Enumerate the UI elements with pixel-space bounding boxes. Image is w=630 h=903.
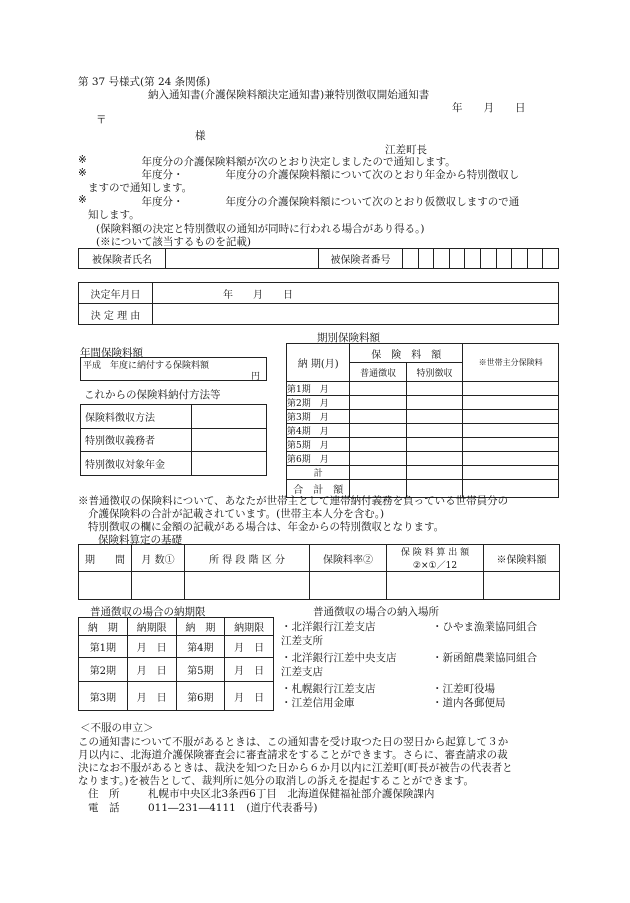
form-number: 第 37 号様式(第 24 条関係)	[78, 76, 211, 88]
deadline-cell: 第4期	[176, 636, 225, 658]
footnote-1b: 介護保険料の合計が記載されています。(世帯主本人分を含む。)	[88, 508, 385, 520]
place-item: ・北洋銀行江差支店	[281, 621, 376, 633]
deadline-cell: 第1期	[79, 636, 128, 658]
place-item: ・江差信用金庫	[281, 697, 355, 709]
period-row-label: 第3期 月	[287, 410, 350, 424]
deadline-header: 納 期	[176, 618, 225, 636]
places-heading: 普通徴収の場合の納入場所	[313, 606, 439, 618]
period-row-label: 第1期 月	[287, 382, 350, 396]
appeal-line: 月以内に、北海道介護保険審査会に審査請求をすることができます。さらに、審査請求の裁	[78, 749, 508, 761]
method-row-label: 特別徴収対象年金	[81, 452, 192, 476]
recipient-suffix: 様	[195, 130, 206, 142]
deadline-cell: 月 日	[127, 682, 176, 711]
insured-number-digit[interactable]	[449, 249, 465, 269]
method-heading: これからの保険料納付方法等	[84, 389, 221, 401]
basis-header-calc: 保 険 料 算 出 額	[400, 548, 470, 558]
method-table	[80, 404, 267, 476]
basis-header: 月 数①	[132, 545, 185, 572]
notice-cont-3: 知します。	[88, 209, 140, 221]
place-item: 江差支店	[281, 666, 323, 678]
appeal-line: この通知書について不服があるときは、この通知書を受け取つた日の翌日から起算して３か	[78, 736, 509, 748]
method-row-value[interactable]	[192, 428, 267, 452]
method-row-value[interactable]	[192, 452, 267, 476]
basis-heading: 保険料算定の基礎	[98, 534, 182, 546]
household-col-label: ※世帯主分保険料	[463, 344, 559, 382]
deadline-header: 納期限	[127, 618, 176, 636]
annual-heading: 年間保険料額	[80, 347, 143, 359]
annual-unit: 円	[251, 372, 261, 382]
notice-mark-1: ※	[78, 154, 87, 166]
postal-mark: 〒	[96, 114, 107, 126]
basis-header: 期 間	[79, 545, 132, 572]
phone-label: 電 話	[88, 802, 120, 814]
insured-number-digit[interactable]	[543, 249, 559, 269]
deadline-cell: 月 日	[225, 682, 274, 711]
insured-number-digit[interactable]	[480, 249, 496, 269]
insured-number-digit[interactable]	[465, 249, 481, 269]
deadline-cell: 第6期	[176, 682, 225, 711]
deadline-cell: 月 日	[225, 636, 274, 658]
period-heading: 期別保険料額	[317, 332, 380, 344]
deadline-cell: 第3期	[79, 682, 128, 711]
address-value: 札幌市中央区北3条西6丁目 北海道保健福祉部介護保険課内	[148, 788, 435, 800]
decision-reason-label: 決 定 理 由	[79, 304, 153, 325]
deadline-cell: 第5期	[176, 658, 225, 682]
insured-number-digit[interactable]	[434, 249, 450, 269]
period-table	[286, 343, 559, 498]
deadline-cell: 第2期	[79, 658, 128, 682]
notice-cont-2: ますので通知します。	[88, 182, 193, 194]
decision-date-label: 決定年月日	[79, 283, 153, 304]
annual-line: 平成 年度に納付する保険料額	[83, 361, 210, 371]
period-row-label: 第6期 月	[287, 452, 350, 466]
basis-header: 所 得 段 階 区 分	[185, 545, 310, 572]
method-row-label: 特別徴収義務者	[81, 428, 192, 452]
method-row-value[interactable]	[192, 405, 267, 429]
premium-col-label: 保 険 料 額	[350, 344, 463, 363]
annual-table	[80, 357, 267, 381]
period-row-label: 第2期 月	[287, 396, 350, 410]
place-item: ・道内各郵便局	[432, 697, 506, 709]
period-total-label: 合 計 額	[287, 480, 350, 498]
period-row-label: 第5期 月	[287, 438, 350, 452]
appeal-line: なります。)を被告として、裁判所に処分の取消しの訴えを提起することができます。	[78, 775, 474, 787]
note-2: (※について該当するものを記載)	[96, 236, 251, 248]
address-label: 住 所	[88, 788, 120, 800]
period-row-label: 第4期 月	[287, 424, 350, 438]
insured-number-digit[interactable]	[512, 249, 528, 269]
insured-number-digit[interactable]	[418, 249, 434, 269]
place-item: ・北洋銀行江差中央支店	[281, 652, 397, 664]
footnote-2: 特別徴収の欄に金額の記載がある場合は、年金からの特別徴収となります。	[88, 521, 445, 533]
deadline-header: 納 期	[79, 618, 128, 636]
deadline-table	[78, 617, 274, 711]
place-item: ・江差町役場	[432, 683, 495, 695]
normal-col-label: 普通徴収	[350, 363, 406, 382]
notice-mark-3: ※	[78, 194, 87, 206]
footnote-1: ※普通徴収の保険料について、あなたが世帯主として連帯納付義務を負っている世帯員分の	[78, 495, 509, 507]
method-row-label: 保険料徴収方法	[81, 405, 192, 429]
decision-reason-field[interactable]	[153, 304, 559, 325]
insured-number-label: 被保険者番号	[319, 249, 403, 269]
decision-date-value[interactable]: 年 月 日	[153, 283, 559, 304]
basis-header: ※保険料額	[484, 545, 560, 572]
special-col-label: 特別徴収	[406, 363, 462, 382]
place-item: ・新函館農業協同組合	[432, 652, 537, 664]
deadline-cell: 月 日	[127, 636, 176, 658]
notice-text-2: 年度分・ 年度分の介護保険料額について次のとおり年金から特別徴収し	[110, 169, 520, 181]
deadline-header: 納期限	[225, 618, 274, 636]
notice-text-3: 年度分・ 年度分の介護保険料額について次のとおり仮徴収しますので通	[110, 196, 520, 208]
deadline-heading: 普通徴収の場合の納期限	[90, 606, 206, 618]
basis-table	[78, 544, 560, 600]
phone-value: 011―231―4111 (道庁代表番号)	[148, 802, 318, 814]
notice-text-1: 年度分の介護保険料額が次のとおり決定しましたので通知します。	[110, 156, 456, 168]
notice-mark-2: ※	[78, 167, 87, 179]
insured-number-digit[interactable]	[496, 249, 512, 269]
place-item: 江差支所	[281, 635, 323, 647]
insured-number-digit[interactable]	[403, 249, 419, 269]
place-item: ・札幌銀行江差支店	[281, 683, 376, 695]
appeal-line: 決になお不服があるときは、裁決を知つた日から６か月以内に江差町(町長が被告の代表者と	[78, 762, 513, 774]
insured-name-label: 被保険者氏名	[79, 249, 166, 269]
insured-table	[78, 248, 559, 269]
period-subtotal-label: 計	[287, 466, 350, 480]
basis-calc-formula: ②×①／12	[412, 561, 458, 571]
deadline-cell: 月 日	[127, 658, 176, 682]
insured-name-field[interactable]	[166, 249, 319, 269]
basis-header: 保険料率②	[310, 545, 387, 572]
insured-number-digit[interactable]	[527, 249, 543, 269]
appeal-heading: ＜不服の申立＞	[80, 722, 154, 734]
document-title: 納入通知書(介護保険料額決定通知書)兼特別徴収開始通知書	[148, 89, 430, 101]
period-col-label: 納 期(月)	[287, 344, 350, 382]
issuer: 江差町長	[385, 144, 427, 156]
note-1: (保険料額の決定と特別徴収の通知が同時に行われる場合があり得る。)	[96, 223, 425, 235]
deadline-cell: 月 日	[225, 658, 274, 682]
issue-date: 年 月 日	[452, 102, 526, 114]
decision-table	[78, 282, 559, 325]
place-item: ・ひやま漁業協同組合	[432, 621, 537, 633]
